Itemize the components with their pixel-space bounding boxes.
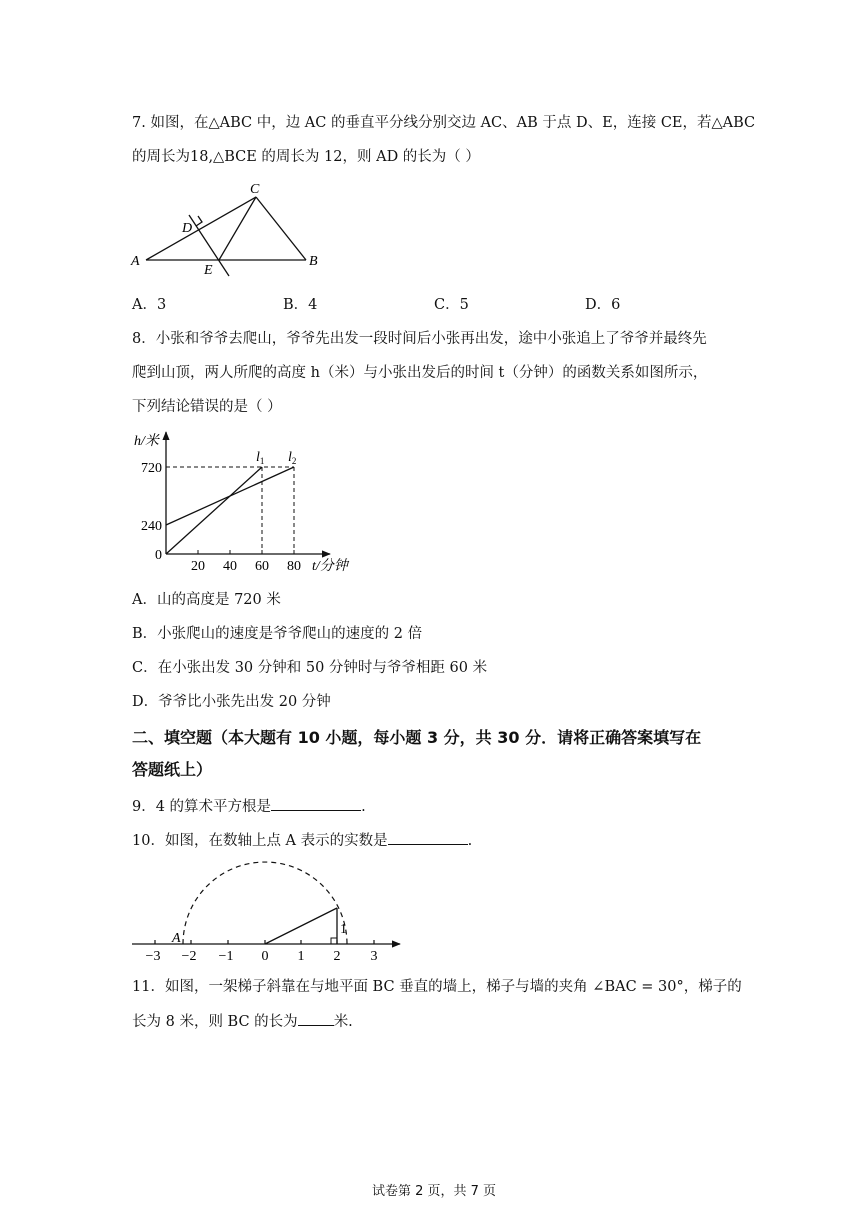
page-footer: 试卷第 2 页，共 7 页: [371, 1184, 497, 1199]
q11-stem-line2: [132, 1011, 353, 1032]
q8-y-tick-label-0: 0: [155, 548, 162, 563]
q7-option-a: A．3: [132, 297, 167, 313]
q8-x-tick-label-60: 60: [255, 559, 269, 574]
q8-x-tick-label-20: 20: [191, 559, 205, 574]
q10-dashed-arc: [183, 862, 347, 944]
q7-stem-line2: 的周长为18,△BCE 的周长为 12，则 AD 的长为（ ）: [132, 149, 480, 165]
q8-option-c: C．在小张出发 30 分钟和 50 分钟时与爷爷相距 60 米: [132, 660, 488, 676]
q11-text: 长为 8 米，则 BC 的长为: [132, 1014, 298, 1030]
q8-option-b: B．小张爬山的速度是爷爷爬山的速度的 2 倍: [132, 626, 423, 642]
q10-axis-label-2: 2: [333, 949, 341, 964]
q7-option-d: D．6: [585, 297, 621, 313]
q8-series-label-l1: $l_1$: [256, 450, 265, 467]
q8-x-tick-label-40: 40: [223, 559, 237, 574]
section2-heading-line2: 答题纸上）: [132, 760, 213, 779]
q10-axis-label-minus2: −2: [181, 949, 197, 964]
q8-x-axis-label: t/分钟: [312, 559, 348, 574]
q7-label-e: E: [204, 263, 213, 278]
q8-x-tick-label-80: 80: [287, 559, 301, 574]
q9-text: 9．4 的算术平方根是: [132, 799, 272, 815]
q10-axis-label-3: 3: [370, 949, 378, 964]
q10-point-a-label: A: [172, 931, 181, 946]
q7-option-c: C．5: [434, 297, 469, 313]
q8-option-a: A．山的高度是 720 米: [132, 592, 281, 608]
section2-heading-line1: 二、填空题（本大题有 10 小题，每小题 3 分，共 30 分．请将正确答案填写在: [132, 728, 702, 747]
q7-option-b: B．4: [283, 297, 318, 313]
q8-stem-line3: 下列结论错误的是（ ）: [132, 399, 282, 415]
q10-axis-label-minus1: −1: [218, 949, 234, 964]
q8-series-label-l2: $l_2$: [288, 450, 297, 467]
q11-answer-blank[interactable]: [298, 1011, 334, 1026]
q7-label-a: A: [131, 254, 140, 269]
q10-axis-label-1: 1: [297, 949, 305, 964]
q11-stem-line1: 11．如图，一架梯子斜靠在与地平面 BC 垂直的墙上，梯子与墙的夹角 ∠BAC = 30°，梯子的: [132, 979, 742, 995]
q7-label-b: B: [309, 254, 318, 269]
q8-stem-line2: 爬到山顶，两人所爬的高度 h（米）与小张出发后的时间 t（分钟）的函数关系如图所示，: [132, 365, 708, 381]
q8-y-axis-label: h/米: [134, 434, 159, 449]
q7-label-d: D: [182, 221, 193, 236]
q10-axis-label-minus3: −3: [145, 949, 161, 964]
q8-y-tick-label-720: 720: [141, 461, 162, 477]
q10-axis-label-0: 0: [261, 949, 269, 964]
q8-y-tick-label-240: 240: [141, 519, 162, 535]
q10-text: 10．如图，在数轴上点 A 表示的实数是: [132, 833, 388, 849]
q8-stem-line1: 8．小张和爷爷去爬山，爷爷先出发一段时间后小张再出发，途中小张追上了爷爷并最终先: [132, 331, 707, 347]
q11-end: 米.: [333, 1014, 353, 1030]
q8-option-d: D．爷爷比小张先出发 20 分钟: [132, 694, 331, 710]
q10-height-label: 1: [340, 922, 347, 937]
q10-end: .: [467, 833, 473, 849]
q9-end: .: [361, 799, 366, 815]
q7-stem-line1: 7. 如图，在△ABC 中，边 AC 的垂直平分线分别交边 AC、AB 于点 D、E，连接 CE，若△ABC: [132, 115, 756, 131]
q7-label-c: C: [250, 182, 260, 197]
